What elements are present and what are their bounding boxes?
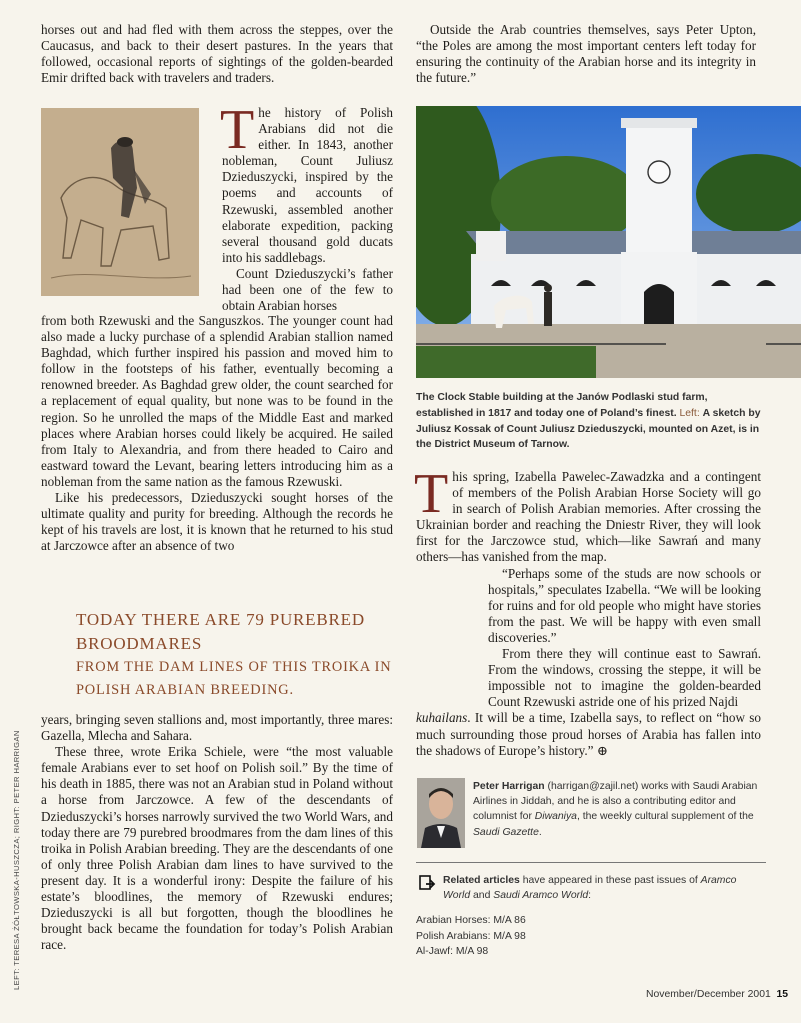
paragraph-spring-text: his spring, Izabella Pawelec-Zawadzka and a contingent of members of the Polish Arabian Horse Society will go in search of Polish Arabian memories. After crossing the Ukrainian border and reaching the Dniestr River, they will look first for the Jarczowce stud, which—like Sawrań and many others—has vanished from the map.	[416, 469, 761, 565]
paragraph-schiele: These three, wrote Erika Schiele, were “the most valuable female Arabians ever to set hoof on Polish soil.” By the time of his death in 1885, there was not an Arabian stud in Poland without a horse from Jarczowce. A few of the descendants of Dzieduszycki’s horses narrowly survived the two World Wars, and today there are 79 purebred broodmares from the dam lines of this troika in Polish Arabian breeding. They are the descendants of one of only three Polish Arabian dam lines to have survived to the present day. It is a wonderful irony: Despite the failure of his estate’s bloodlines, the memory of Rzewuski endures; Dzieduszycki is all but forgotten, though the bloodlines he brought back became the foundation for today’s Polish Arabian race.	[41, 744, 393, 953]
sawran-text-start: From there they will continue east to Sawrań. From the windows, crossing the steppe, it will be impossible not to imagine the golden-bearded Count Rzewuski astride one of his prized Najdi	[488, 646, 761, 710]
author-name: Peter Harrigan	[473, 781, 545, 792]
author-bio-text: .	[538, 826, 542, 838]
kossak-sketch-image	[41, 108, 199, 296]
page-number: 15	[776, 989, 789, 1000]
author-bio	[473, 779, 763, 840]
magazine-name: Aramco World	[443, 875, 737, 902]
caption-lead: The Clock Stable building at the Janów Podlaski stud farm, established in 1817 and today one of Poland’s finest.	[416, 392, 708, 419]
paragraph-count-father: from both Rzewuski and the Sanguszkos. The younger count had also made a lucky purchase of a splendid Arabian stallion named Baghdad, which further inspired his passion and moved him to follow in the footsteps of his father, eventually becoming a renowned breeder. As Baghdad grew older, the count searched for a replacement of equal quality, but none was to be found in the region. So he unrolled the maps of the Middle East and marked places where Arabian horses could likely be acquired. He sailed from Italy to Alexandria, and from there headed to Cairo and eastward toward the Levant, bearing letters introducing him as a nobleman from the same nation as the famous Rzewuski.	[41, 313, 393, 489]
related-text: :	[588, 890, 592, 902]
issue-date: November/December 2001	[646, 989, 771, 1000]
kuhailans-italic: kuhailans	[416, 710, 468, 726]
sawran-text-end: . It will be a time, Izabella says, to reflect on “how so much surrounding those proud horses of Arabia has fallen into the shadows of Europe’s history.”	[416, 710, 761, 758]
related-text: and	[473, 890, 491, 902]
drop-cap: T	[220, 99, 255, 161]
pull-quote-line: TODAY THERE ARE 79 PUREBRED BROODMARES	[76, 610, 365, 653]
intro-paragraph	[220, 99, 393, 314]
publication-name: Diwaniya	[534, 811, 577, 823]
paragraph-spring	[414, 463, 761, 566]
list-item[interactable]: Arabian Horses: M/A 86	[416, 915, 526, 927]
paragraph-predecessors: Like his predecessors, Dzieduszycki sought horses of the ultimate quality and purity for breeding. Although the records he kept of his travels are lost, it is known that he returned to his stud at Jarczowce after an absence of two	[41, 490, 393, 554]
divider	[416, 862, 766, 863]
clock-stable-illustration	[416, 106, 801, 378]
paragraph-izabella-quote: “Perhaps some of the studs are now schools or hospitals,” speculates Izabella. “We will be looking for ruins and for old people who might have stories from the past. We will be happy with even small discoveries.”	[488, 565, 761, 645]
clock-stable-photo	[416, 106, 801, 378]
caption-left-label: Left:	[679, 407, 700, 419]
left-column-middle	[41, 313, 393, 554]
magazine-name: Saudi Aramco World	[493, 890, 589, 902]
intro-text: he history of Polish Arabians did not die either. In 1843, another nobleman, Count Juliusz Dzieduszycki, inspired by the poems and accounts of Rzewuski, assembled another elaborate expedition, packing several thousand gold ducats into his saddlebags.	[222, 105, 393, 265]
paragraph-sawran-end	[416, 710, 761, 758]
author-bio-text: , the weekly cultural supplement of the	[576, 811, 754, 823]
author-bio-text: works with Saudi Arabian Airlines in Jiddah, and he is also a contributing editor and columnist for	[473, 781, 758, 823]
end-mark-icon: ⊕	[596, 742, 608, 758]
photo-credit: LEFT: TERESA ŻÓŁTOWSKA-HUSZCZA; RIGHT: PETER HARRIGAN	[12, 730, 21, 990]
paragraph-mares: years, bringing seven stallions and, most importantly, three mares: Gazella, Mlecha and Sahara.	[41, 712, 393, 744]
related-list	[416, 913, 766, 959]
right-column-middle	[414, 463, 761, 759]
publication-name: Saudi Gazette	[473, 826, 539, 838]
right-column-top	[416, 22, 756, 86]
author-portrait-drawing	[417, 778, 465, 848]
related-articles	[416, 873, 766, 959]
left-column-bottom	[41, 712, 393, 953]
paragraph-count-father-start: Count Dzieduszycki’s father had been one of the few to obtain Arabian horses	[222, 265, 393, 314]
related-text: have appeared in these past issues of	[522, 875, 698, 886]
paragraph: horses out and had fled with them across the steppes, over the Caucasus, and back to their desert pastures. In the years that followed, occasional reports of sightings of the golden-bearded Emir drifted back with travelers and traders.	[41, 22, 393, 86]
drop-cap: T	[414, 463, 449, 525]
sketch-drawing	[41, 108, 199, 296]
paragraph-upton: Outside the Arab countries themselves, says Peter Upton, “the Poles are among the most important centers left today for ensuring the continuity of the Arabian horse and its integrity in the future.”	[416, 22, 756, 86]
caption-rest: A sketch by Juliusz Kossak of Count Juliusz Dzieduszycki, mounted on Azet, is in the District Museum of Tarnow.	[416, 407, 761, 451]
pull-quote-line: FROM THE DAM LINES OF THIS TROIKA IN	[76, 659, 392, 675]
paragraph-sawran	[416, 646, 761, 710]
page-footer	[646, 989, 788, 1000]
photo-caption	[416, 390, 761, 453]
author-email: (harrigan@zajil.net)	[547, 781, 639, 792]
list-item[interactable]: Polish Arabians: M/A 98	[416, 930, 526, 942]
related-heading: Related articles	[443, 875, 520, 886]
pull-quote-line: POLISH ARABIAN BREEDING.	[76, 682, 294, 698]
left-column-top	[41, 22, 393, 86]
list-item[interactable]: Al-Jawf: M/A 98	[416, 945, 489, 957]
pull-quote	[76, 608, 446, 702]
author-portrait	[417, 778, 465, 848]
